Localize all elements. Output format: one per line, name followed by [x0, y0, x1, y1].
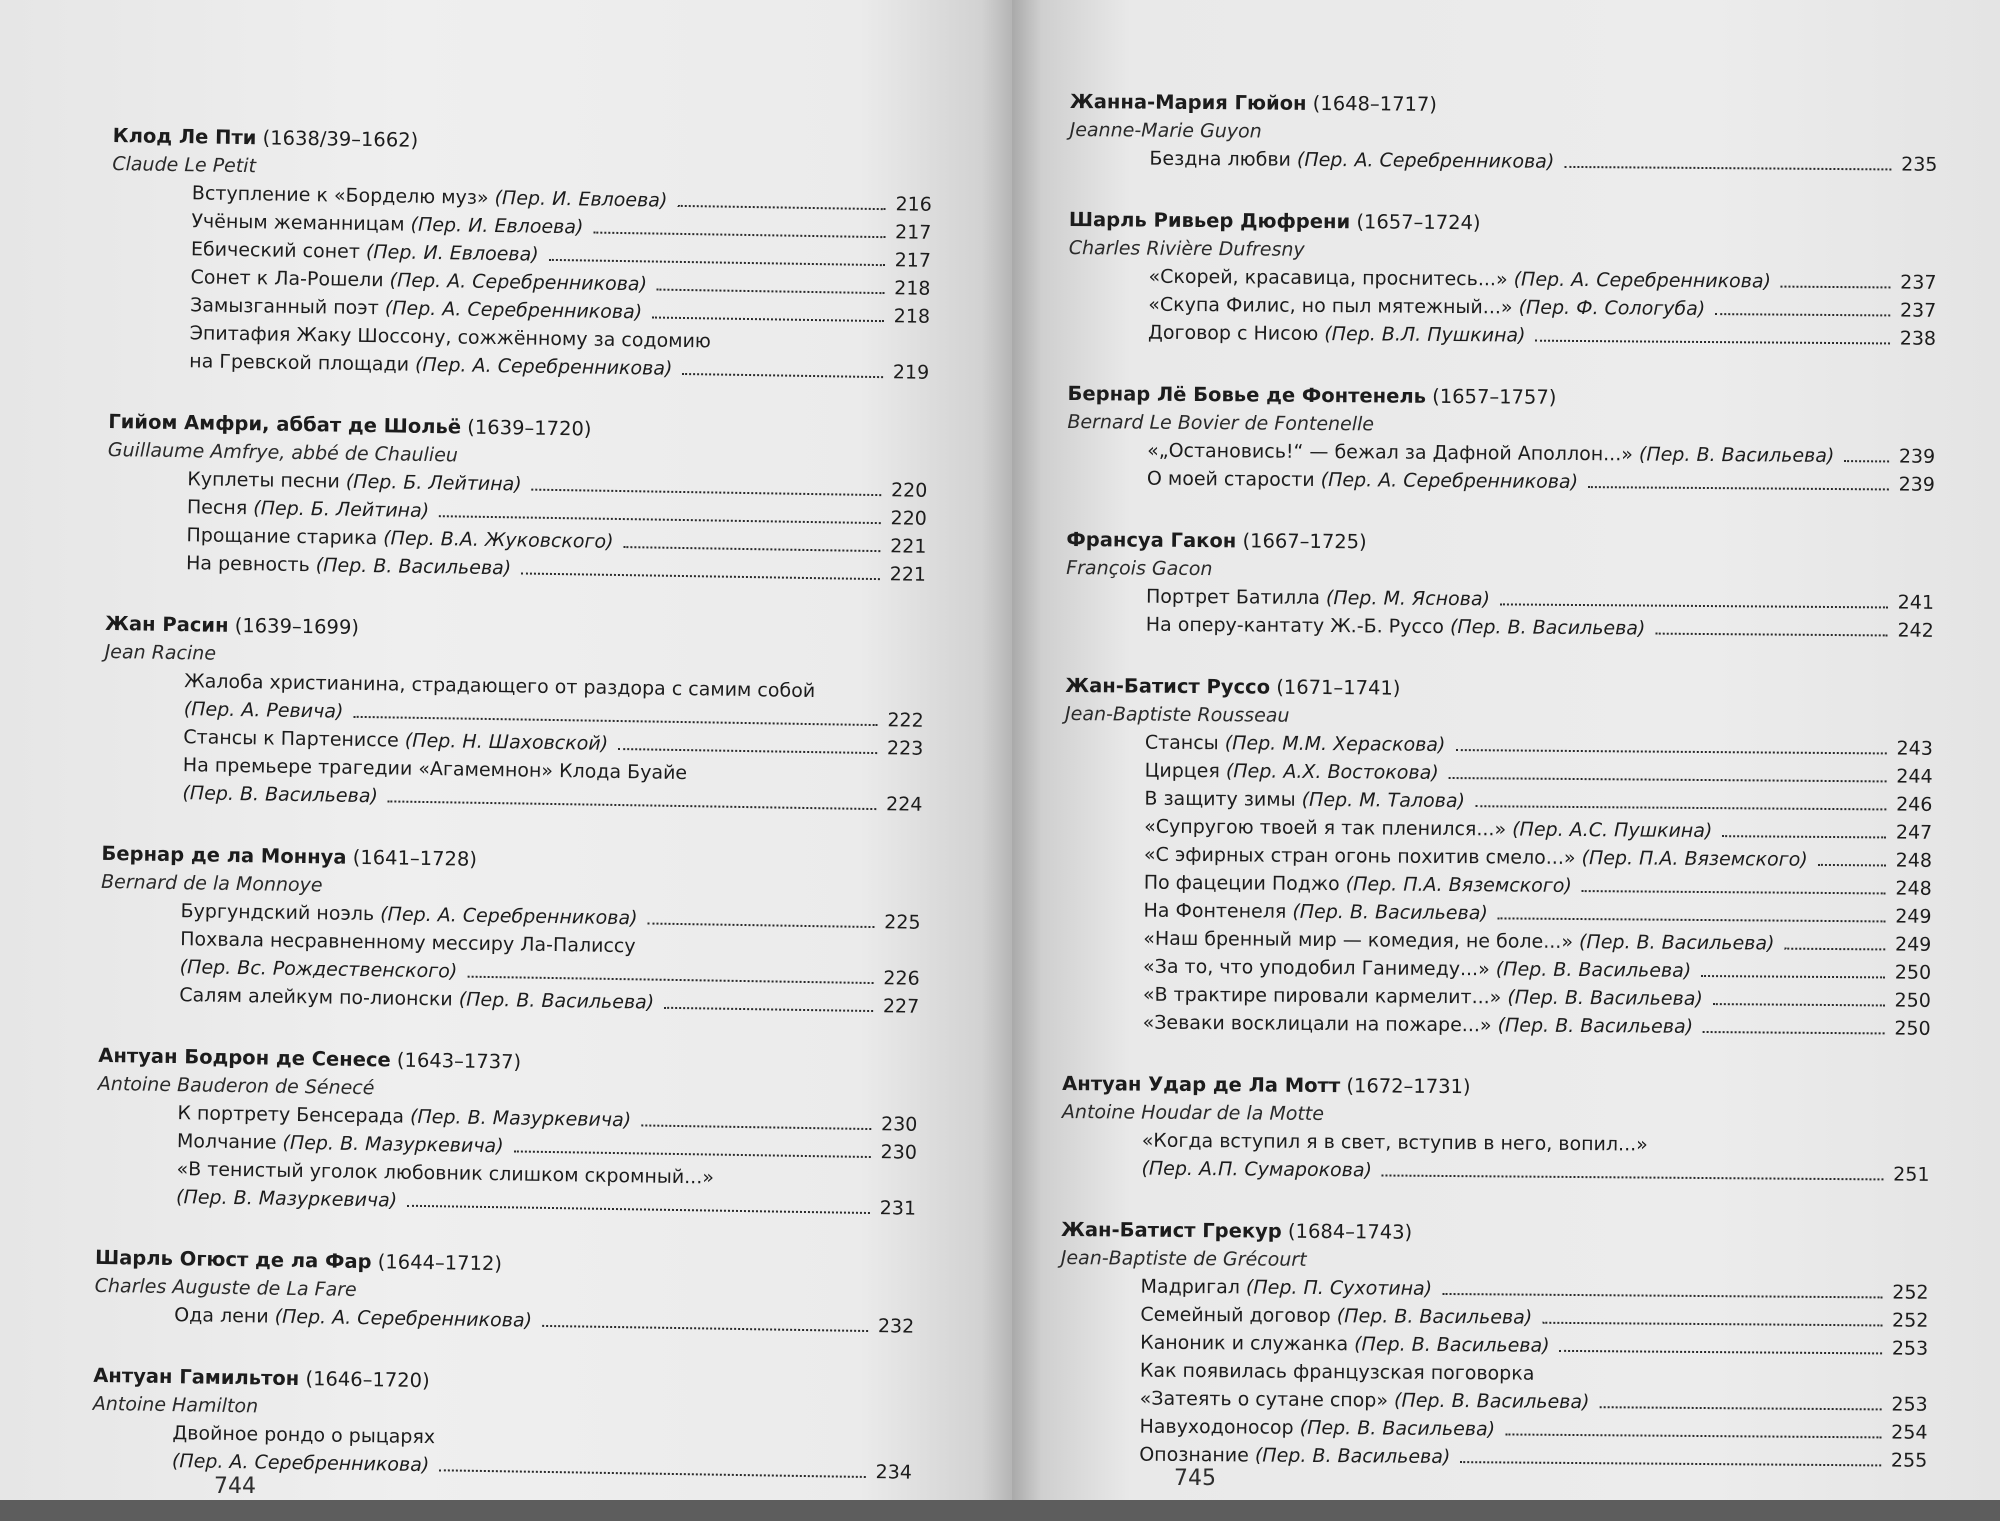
- entry-page-number: 244: [1896, 765, 1933, 788]
- entry-page-number: 249: [1894, 933, 1932, 956]
- entry-page-number: 227: [882, 995, 920, 1018]
- dot-leader: [652, 315, 884, 322]
- dot-leader: [1460, 1460, 1881, 1466]
- author-latin-name: Guillaume Amfrye, abbé de Chaulieu: [107, 438, 459, 467]
- dot-leader: [1475, 804, 1886, 810]
- entry-translator: (Пер. В. Васильева): [182, 782, 379, 808]
- toc-entry: [109, 318, 930, 387]
- entry-text: [1139, 1413, 1495, 1444]
- entry-title: «Наш бренный мир — комедия, не боле...»: [1143, 927, 1580, 954]
- dot-leader: [1449, 776, 1887, 782]
- dot-leader: [1582, 889, 1886, 894]
- dot-leader: [1781, 285, 1891, 289]
- dot-leader: [1542, 1321, 1882, 1327]
- entry-page-number: 242: [1897, 619, 1934, 642]
- author-name: Бернар Лё Бовье де Фонтенель: [1067, 381, 1427, 408]
- entry-title: «Зеваки восклицали на пожаре...»: [1142, 1011, 1498, 1037]
- entry-translator: (Пер. В. Васильева): [315, 554, 512, 580]
- entry-page-number: 250: [1894, 989, 1931, 1012]
- dot-leader: [1564, 165, 1891, 171]
- entry-title: Ебический сонет: [190, 238, 367, 263]
- entry-translator: (Пер. А. Серебренникова): [171, 1450, 430, 1477]
- entry-title: Сонет к Ла-Рошели: [190, 266, 390, 292]
- entry-title: На ревность: [185, 552, 316, 577]
- dot-leader: [1713, 1002, 1885, 1006]
- author-years: (1639–1720): [467, 415, 592, 441]
- author-block: [1066, 526, 1935, 645]
- toc-entry: [102, 750, 923, 819]
- entry-page-number: 220: [890, 479, 928, 502]
- entry-page-number: 255: [1890, 1449, 1928, 1472]
- dot-leader: [1599, 1405, 1881, 1410]
- entry-title: К портрету Бенсерада: [177, 1102, 411, 1128]
- entry-text: [172, 1447, 430, 1479]
- author-block: [1061, 1070, 1930, 1189]
- dot-leader: [1703, 1030, 1885, 1034]
- entry-translator: (Пер. М. Яснова): [1325, 587, 1491, 611]
- author-name: Шарль Огюст де ла Фар: [94, 1245, 372, 1274]
- entry-title: Прощание старика: [186, 524, 384, 550]
- entry-page-number: 218: [893, 305, 931, 328]
- author-latin-name: Antoine Houdar de la Motte: [1061, 1100, 1325, 1126]
- dot-leader: [388, 799, 877, 810]
- entry-translator: (Пер. В. Васильева): [1394, 1389, 1590, 1414]
- author-years: (1646–1720): [305, 1367, 430, 1393]
- entry-title: «Когда вступил я в свет, вступив в него, вопил...»: [1141, 1129, 1648, 1156]
- author-latin-name: Bernard Le Bovier de Fontenelle: [1067, 410, 1375, 436]
- entry-page-number: 253: [1891, 1337, 1929, 1360]
- entry-translator: (Пер. В. Васильева): [1495, 958, 1692, 982]
- entry-page-number: 235: [1901, 153, 1938, 176]
- dot-leader: [1382, 1173, 1884, 1180]
- author-latin-name: Jeanne-Marie Guyon: [1069, 118, 1262, 143]
- toc-entry: [96, 1154, 917, 1223]
- author-block: [109, 122, 933, 387]
- entry-title: Бургундский ноэль: [180, 900, 381, 926]
- author-years: (1657–1724): [1356, 210, 1481, 235]
- entry-title: В защиту зимы: [1144, 787, 1302, 811]
- entry-translator: (Пер. Н. Шаховской): [404, 729, 609, 755]
- entry-page-number: 248: [1895, 877, 1932, 900]
- entry-title: Бездна любви: [1149, 147, 1298, 171]
- entry-page-number: 216: [895, 193, 932, 216]
- author-years: (1648–1717): [1312, 91, 1438, 116]
- entry-text: [1141, 1155, 1372, 1185]
- entry-title: На премьере трагедии «Агамемнон» Клода Буайе: [182, 754, 688, 785]
- entry-page-number: 222: [887, 709, 924, 732]
- entry-translator: (Пер. А. Серебренникова): [384, 297, 643, 324]
- dot-leader: [1715, 312, 1890, 316]
- entry-text: [1143, 897, 1487, 928]
- author-block: [94, 1244, 915, 1341]
- entry-text: [186, 549, 512, 582]
- author-block: [1068, 206, 1937, 353]
- entry-title: «Супругою твоей я так пленился...»: [1144, 815, 1513, 841]
- entry-text: [1140, 1329, 1550, 1360]
- dot-leader: [1588, 485, 1889, 490]
- table-of-contents-left: [91, 122, 933, 1521]
- dot-leader: [549, 258, 885, 266]
- table-of-contents-right: [1059, 88, 1938, 1509]
- toc-entry: [1060, 1356, 1928, 1419]
- author-years: (1639–1699): [234, 613, 360, 639]
- dot-leader: [1844, 459, 1889, 462]
- entry-title: «„Остановись!“ — бежал за Дафной Аполлон...»: [1147, 439, 1640, 466]
- toc-entry: [1066, 610, 1934, 645]
- right-page: [1012, 0, 2000, 1500]
- dot-leader: [1500, 602, 1888, 608]
- entry-text: [174, 1301, 532, 1335]
- entry-page-number: 252: [1891, 1309, 1929, 1332]
- entry-page-number: 239: [1898, 473, 1935, 496]
- author-latin-name: François Gacon: [1066, 556, 1213, 581]
- dot-leader: [407, 1204, 870, 1214]
- entry-title: «Скорей, красавица, проснитесь...»: [1148, 265, 1514, 291]
- entry-title: Портрет Батилла: [1145, 585, 1327, 610]
- author-latin-name: Jean-Baptiste Rousseau: [1064, 702, 1290, 727]
- author-block: [1069, 88, 1938, 179]
- author-name: Антуан Гамильтон: [93, 1363, 300, 1391]
- dot-leader: [439, 1468, 866, 1478]
- entry-page-number: 241: [1897, 591, 1935, 614]
- entry-translator: (Пер. А.С. Пушкина): [1512, 818, 1713, 843]
- entry-text: [1143, 981, 1703, 1013]
- entry-title: Песня: [186, 496, 254, 520]
- page-number: 744: [214, 1474, 256, 1499]
- entry-page-number: 239: [1898, 445, 1936, 468]
- entry-translator: (Пер. А. Серебренникова): [414, 353, 673, 380]
- entry-title: Куплеты песни: [187, 468, 347, 493]
- author-years: (1638/39–1662): [262, 126, 419, 152]
- entry-title: «Скупа Филис, но пыл мятежный...»: [1148, 293, 1519, 319]
- entry-text: [1140, 1301, 1532, 1332]
- entry-translator: (Пер. В. Васильева): [1336, 1305, 1533, 1329]
- author-block: [96, 1042, 919, 1223]
- entry-page-number: 234: [875, 1461, 913, 1484]
- entry-translator: (Пер. В. Васильева): [1497, 1014, 1694, 1038]
- entry-title: Похвала несравненному мессиру Ла-Палиссу: [180, 928, 636, 958]
- author-name: Шарль Ривьер Дюфрени: [1068, 207, 1351, 234]
- entry-title-continued: «Затеять о сутане спор»: [1139, 1387, 1395, 1412]
- entry-page-number: 251: [1893, 1163, 1930, 1186]
- dot-leader: [641, 1123, 871, 1130]
- entry-title: «С эфирных стран огонь похитив смело...»: [1143, 843, 1582, 870]
- entry-title: На оперу-кантату Ж.-Б. Руссо: [1145, 613, 1451, 639]
- entry-title: «В трактире пировали кармелит...»: [1142, 983, 1508, 1009]
- entry-translator: (Пер. В. Васильева): [1578, 931, 1775, 955]
- page-number: 745: [1174, 1466, 1216, 1491]
- author-name: Клод Ле Пти: [112, 123, 257, 150]
- author-name: Антуан Удар де Ла Мотт: [1062, 1071, 1341, 1098]
- author-latin-name: Jean Racine: [104, 640, 217, 665]
- dot-leader: [439, 514, 881, 524]
- entry-translator: (Пер. А. Серебренникова): [274, 1305, 533, 1332]
- author-block: [1067, 380, 1936, 499]
- entry-page-number: 225: [884, 911, 921, 934]
- entry-text: [1149, 145, 1554, 176]
- author-years: (1684–1743): [1287, 1219, 1413, 1244]
- author-latin-name: Antoine Hamilton: [92, 1392, 259, 1418]
- dot-leader: [623, 545, 880, 552]
- author-years: (1641–1728): [352, 845, 478, 871]
- entry-page-number: 223: [886, 737, 924, 760]
- entry-page-number: 217: [894, 249, 932, 272]
- entry-translator: (Пер. А. Серебренникова): [389, 269, 648, 296]
- entry-title: Вступление к «Борделю муз»: [191, 182, 495, 210]
- entry-title: Цирцея: [1144, 759, 1226, 783]
- entry-text: [1145, 729, 1446, 759]
- dot-leader: [657, 288, 885, 295]
- entry-title: Ода лени: [174, 1304, 275, 1328]
- entry-translator: (Пер. П.А. Вяземского): [1345, 873, 1572, 897]
- entry-page-number: 221: [889, 563, 927, 586]
- dot-leader: [1655, 632, 1887, 637]
- toc-entry: [1061, 1126, 1929, 1189]
- entry-translator: (Пер. П.А. Вяземского): [1581, 847, 1808, 871]
- entry-translator: (Пер. В. Васильева): [1299, 1416, 1496, 1441]
- entry-translator: (Пер. А. Серебренникова): [1513, 268, 1772, 293]
- entry-title: Семейный договор: [1140, 1303, 1337, 1328]
- dot-leader: [1722, 834, 1886, 838]
- dot-leader: [664, 1006, 873, 1012]
- author-latin-name: Charles Rivière Dufresny: [1068, 236, 1305, 261]
- entry-title: Молчание: [176, 1130, 283, 1154]
- entry-translator: (Пер. М.М. Хераскова): [1224, 732, 1446, 756]
- entry-translator: (Пер. В. Васильева): [1254, 1444, 1451, 1469]
- dot-leader: [1505, 1432, 1881, 1438]
- dot-leader: [1818, 863, 1886, 867]
- author-name: Жан-Батист Грекур: [1060, 1217, 1282, 1243]
- entry-translator: (Пер. В. Васильева): [458, 988, 655, 1014]
- entry-text: [1148, 291, 1705, 323]
- entry-translator: (Пер. В. Васильева): [1449, 616, 1646, 640]
- entry-text: [1140, 1385, 1590, 1417]
- entry-title: Договор с Нисою: [1147, 321, 1325, 346]
- entry-page-number: 237: [1900, 271, 1937, 294]
- dot-leader: [521, 571, 880, 580]
- author-latin-name: Claude Le Petit: [112, 152, 257, 178]
- author-block: [1063, 672, 1934, 1043]
- dot-leader: [647, 921, 874, 928]
- entry-translator: (Пер. В. Васильева): [1507, 986, 1703, 1010]
- entry-translator: (Пер. П. Сухотина): [1245, 1276, 1433, 1300]
- dot-leader: [532, 488, 882, 496]
- entry-translator: (Пер. И. Евлоева): [494, 187, 668, 212]
- entry-title: Стансы к Партениссе: [183, 726, 406, 752]
- entry-translator: (Пер. А. Серебренникова): [380, 903, 638, 930]
- author-block: [1059, 1216, 1929, 1475]
- entry-page-number: 238: [1899, 327, 1937, 350]
- entry-page-number: 250: [1894, 1017, 1931, 1040]
- entry-translator: (Пер. В. Васильева): [1354, 1333, 1550, 1357]
- entry-title: Салям алейкум по-лионски: [179, 984, 459, 1011]
- entry-translator: (Пер. И. Евлоева): [365, 240, 539, 266]
- author-name: Бернар де ла Моннуа: [101, 841, 347, 869]
- entry-text: [1145, 757, 1439, 787]
- entry-translator: (Пер. Вс. Рождественского): [179, 956, 458, 983]
- entry-text: [1146, 583, 1490, 614]
- entry-title: Двойное рондо о рыцарях: [172, 1422, 436, 1449]
- entry-page-number: 252: [1892, 1281, 1929, 1304]
- entry-translator: (Пер. В. Васильева): [1638, 443, 1835, 468]
- author-block: [106, 408, 929, 589]
- dot-leader: [682, 372, 883, 378]
- entry-title: На Фонтенеля: [1143, 899, 1293, 923]
- entry-title: Жалоба христианина, страдающего от раздора с самим собой: [184, 670, 816, 703]
- author-latin-name: Bernard de la Monnoye: [100, 870, 323, 897]
- entry-page-number: 224: [885, 793, 923, 816]
- entry-text: [176, 1183, 398, 1214]
- entry-title: Учёным жеманницам: [191, 210, 411, 236]
- entry-translator: (Пер. И. Евлоева): [410, 213, 584, 239]
- dot-leader: [513, 1149, 870, 1158]
- dot-leader: [593, 231, 885, 239]
- toc-entry: [1063, 1008, 1931, 1043]
- entry-translator: (Пер. А.П. Сумарокова): [1141, 1157, 1373, 1182]
- entry-translator: (Пер. В. Мазуркевича): [175, 1186, 398, 1212]
- entry-title: Эпитафия Жаку Шоссону, сожжённому за содомию: [189, 322, 712, 353]
- entry-page-number: 237: [1899, 299, 1937, 322]
- entry-title: По фацеции Поджо: [1143, 871, 1346, 896]
- author-latin-name: Antoine Bauderon de Sénecé: [97, 1072, 375, 1100]
- dot-leader: [1455, 748, 1886, 754]
- author-block: [99, 840, 922, 1021]
- entry-page-number: 217: [894, 221, 932, 244]
- dot-leader: [1701, 974, 1885, 978]
- author-years: (1657–1757): [1432, 384, 1557, 409]
- entry-page-number: 250: [1894, 961, 1932, 984]
- entry-text: [1148, 319, 1526, 350]
- author-name: Жан-Батист Руссо: [1065, 673, 1271, 699]
- author-years: (1667–1725): [1242, 529, 1367, 554]
- entry-page-number: 231: [879, 1197, 917, 1220]
- entry-translator: (Пер. М. Талова): [1301, 788, 1466, 813]
- toc-entry: [1068, 318, 1936, 353]
- entry-translator: (Пер. А. Серебренникова): [1320, 468, 1579, 494]
- entry-title: Опознание: [1139, 1443, 1256, 1467]
- entry-text: [1144, 869, 1572, 900]
- entry-translator: (Пер. А. Ревича): [183, 698, 344, 723]
- entry-title: Навуходоносор: [1139, 1415, 1300, 1439]
- author-years: (1644–1712): [377, 1250, 503, 1276]
- entry-translator: (Пер. А. Серебренникова): [1296, 148, 1555, 173]
- author-years: (1643–1737): [396, 1048, 522, 1074]
- entry-page-number: 232: [877, 1315, 915, 1338]
- entry-page-number: 230: [880, 1141, 918, 1164]
- author-block: [102, 610, 925, 819]
- author-name: Антуан Бодрон де Сенесе: [98, 1043, 391, 1072]
- entry-translator: (Пер. Б. Лейтина): [345, 470, 522, 496]
- entry-text: [184, 695, 344, 726]
- entry-text: [180, 953, 458, 985]
- entry-title: «За то, что уподобил Ганимеду...»: [1143, 955, 1496, 981]
- author-name: Гийом Амфри, аббат де Шольё: [108, 409, 462, 439]
- entry-page-number: 249: [1895, 905, 1932, 928]
- entry-text: [187, 493, 430, 525]
- entry-translator: (Пер. В.А. Жуковского): [383, 527, 614, 553]
- entry-page-number: 226: [883, 967, 920, 990]
- left-page: [0, 0, 1012, 1500]
- dot-leader: [618, 747, 877, 754]
- author-years: (1671–1741): [1276, 675, 1401, 700]
- entry-page-number: 221: [889, 535, 927, 558]
- dot-leader: [1498, 916, 1886, 922]
- dot-leader: [1560, 1349, 1883, 1355]
- entry-text: [1143, 1009, 1694, 1041]
- entry-text: [182, 779, 378, 810]
- author-name: Жанна-Мария Гюйон: [1069, 89, 1307, 115]
- entry-text: [1147, 465, 1578, 496]
- dot-leader: [467, 975, 873, 984]
- entry-page-number: 243: [1896, 737, 1933, 760]
- entry-text: [1144, 785, 1465, 816]
- entry-second-line: [1141, 1155, 1929, 1189]
- dot-leader: [1442, 1292, 1882, 1298]
- author-block: [92, 1362, 914, 1487]
- author-name: Франсуа Гакон: [1066, 527, 1237, 553]
- entry-translator: (Пер. В. Васильева): [1292, 900, 1488, 925]
- entry-translator: (Пер. В. Мазуркевича): [409, 1105, 632, 1132]
- entry-title: Замызганный поэт: [189, 294, 385, 320]
- entry-title-continued: на Гревской площади: [189, 350, 416, 376]
- entry-page-number: 219: [892, 361, 930, 384]
- dot-leader: [353, 715, 877, 726]
- entry-title: О моей старости: [1146, 467, 1321, 491]
- entry-title: Стансы: [1144, 731, 1225, 755]
- author-latin-name: Charles Auguste de La Fare: [94, 1274, 357, 1301]
- entry-text: [1140, 1273, 1432, 1303]
- dot-leader: [677, 204, 886, 210]
- entry-title: «В тенистый уголок любовник слишком скромный...»: [176, 1158, 715, 1189]
- author-name: Жан Расин: [104, 611, 229, 637]
- author-years: (1672–1731): [1346, 1074, 1471, 1099]
- entry-translator: (Пер. А.Х. Востокова): [1225, 760, 1439, 784]
- entry-text: [1144, 813, 1712, 845]
- dot-leader: [1535, 339, 1890, 345]
- entry-page-number: 246: [1896, 793, 1933, 816]
- entry-translator: (Пер. В. Мазуркевича): [282, 1131, 504, 1158]
- toc-entry: [1069, 144, 1937, 179]
- entry-translator: (Пер. Б. Лейтина): [253, 497, 430, 523]
- entry-page-number: 247: [1895, 821, 1933, 844]
- entry-page-number: 248: [1895, 849, 1933, 872]
- entry-title: Мадригал: [1140, 1275, 1247, 1299]
- entry-title: Каноник и служанка: [1140, 1331, 1355, 1356]
- entry-translator: (Пер. Ф. Сологуба): [1518, 296, 1706, 320]
- entry-text: [1143, 953, 1691, 985]
- author-latin-name: Jean-Baptiste de Grécourt: [1060, 1246, 1307, 1271]
- dot-leader: [542, 1324, 868, 1332]
- entry-text: [1146, 611, 1646, 643]
- entry-page-number: 218: [894, 277, 931, 300]
- dot-leader: [1784, 947, 1885, 951]
- entry-page-number: 220: [890, 507, 928, 530]
- entry-translator: (Пер. В.Л. Пушкина): [1324, 323, 1526, 347]
- entry-page-number: 230: [880, 1113, 918, 1136]
- entry-page-number: 253: [1891, 1393, 1928, 1416]
- entry-title: Как появилась французская поговорка: [1139, 1359, 1535, 1385]
- entry-page-number: 254: [1891, 1421, 1928, 1444]
